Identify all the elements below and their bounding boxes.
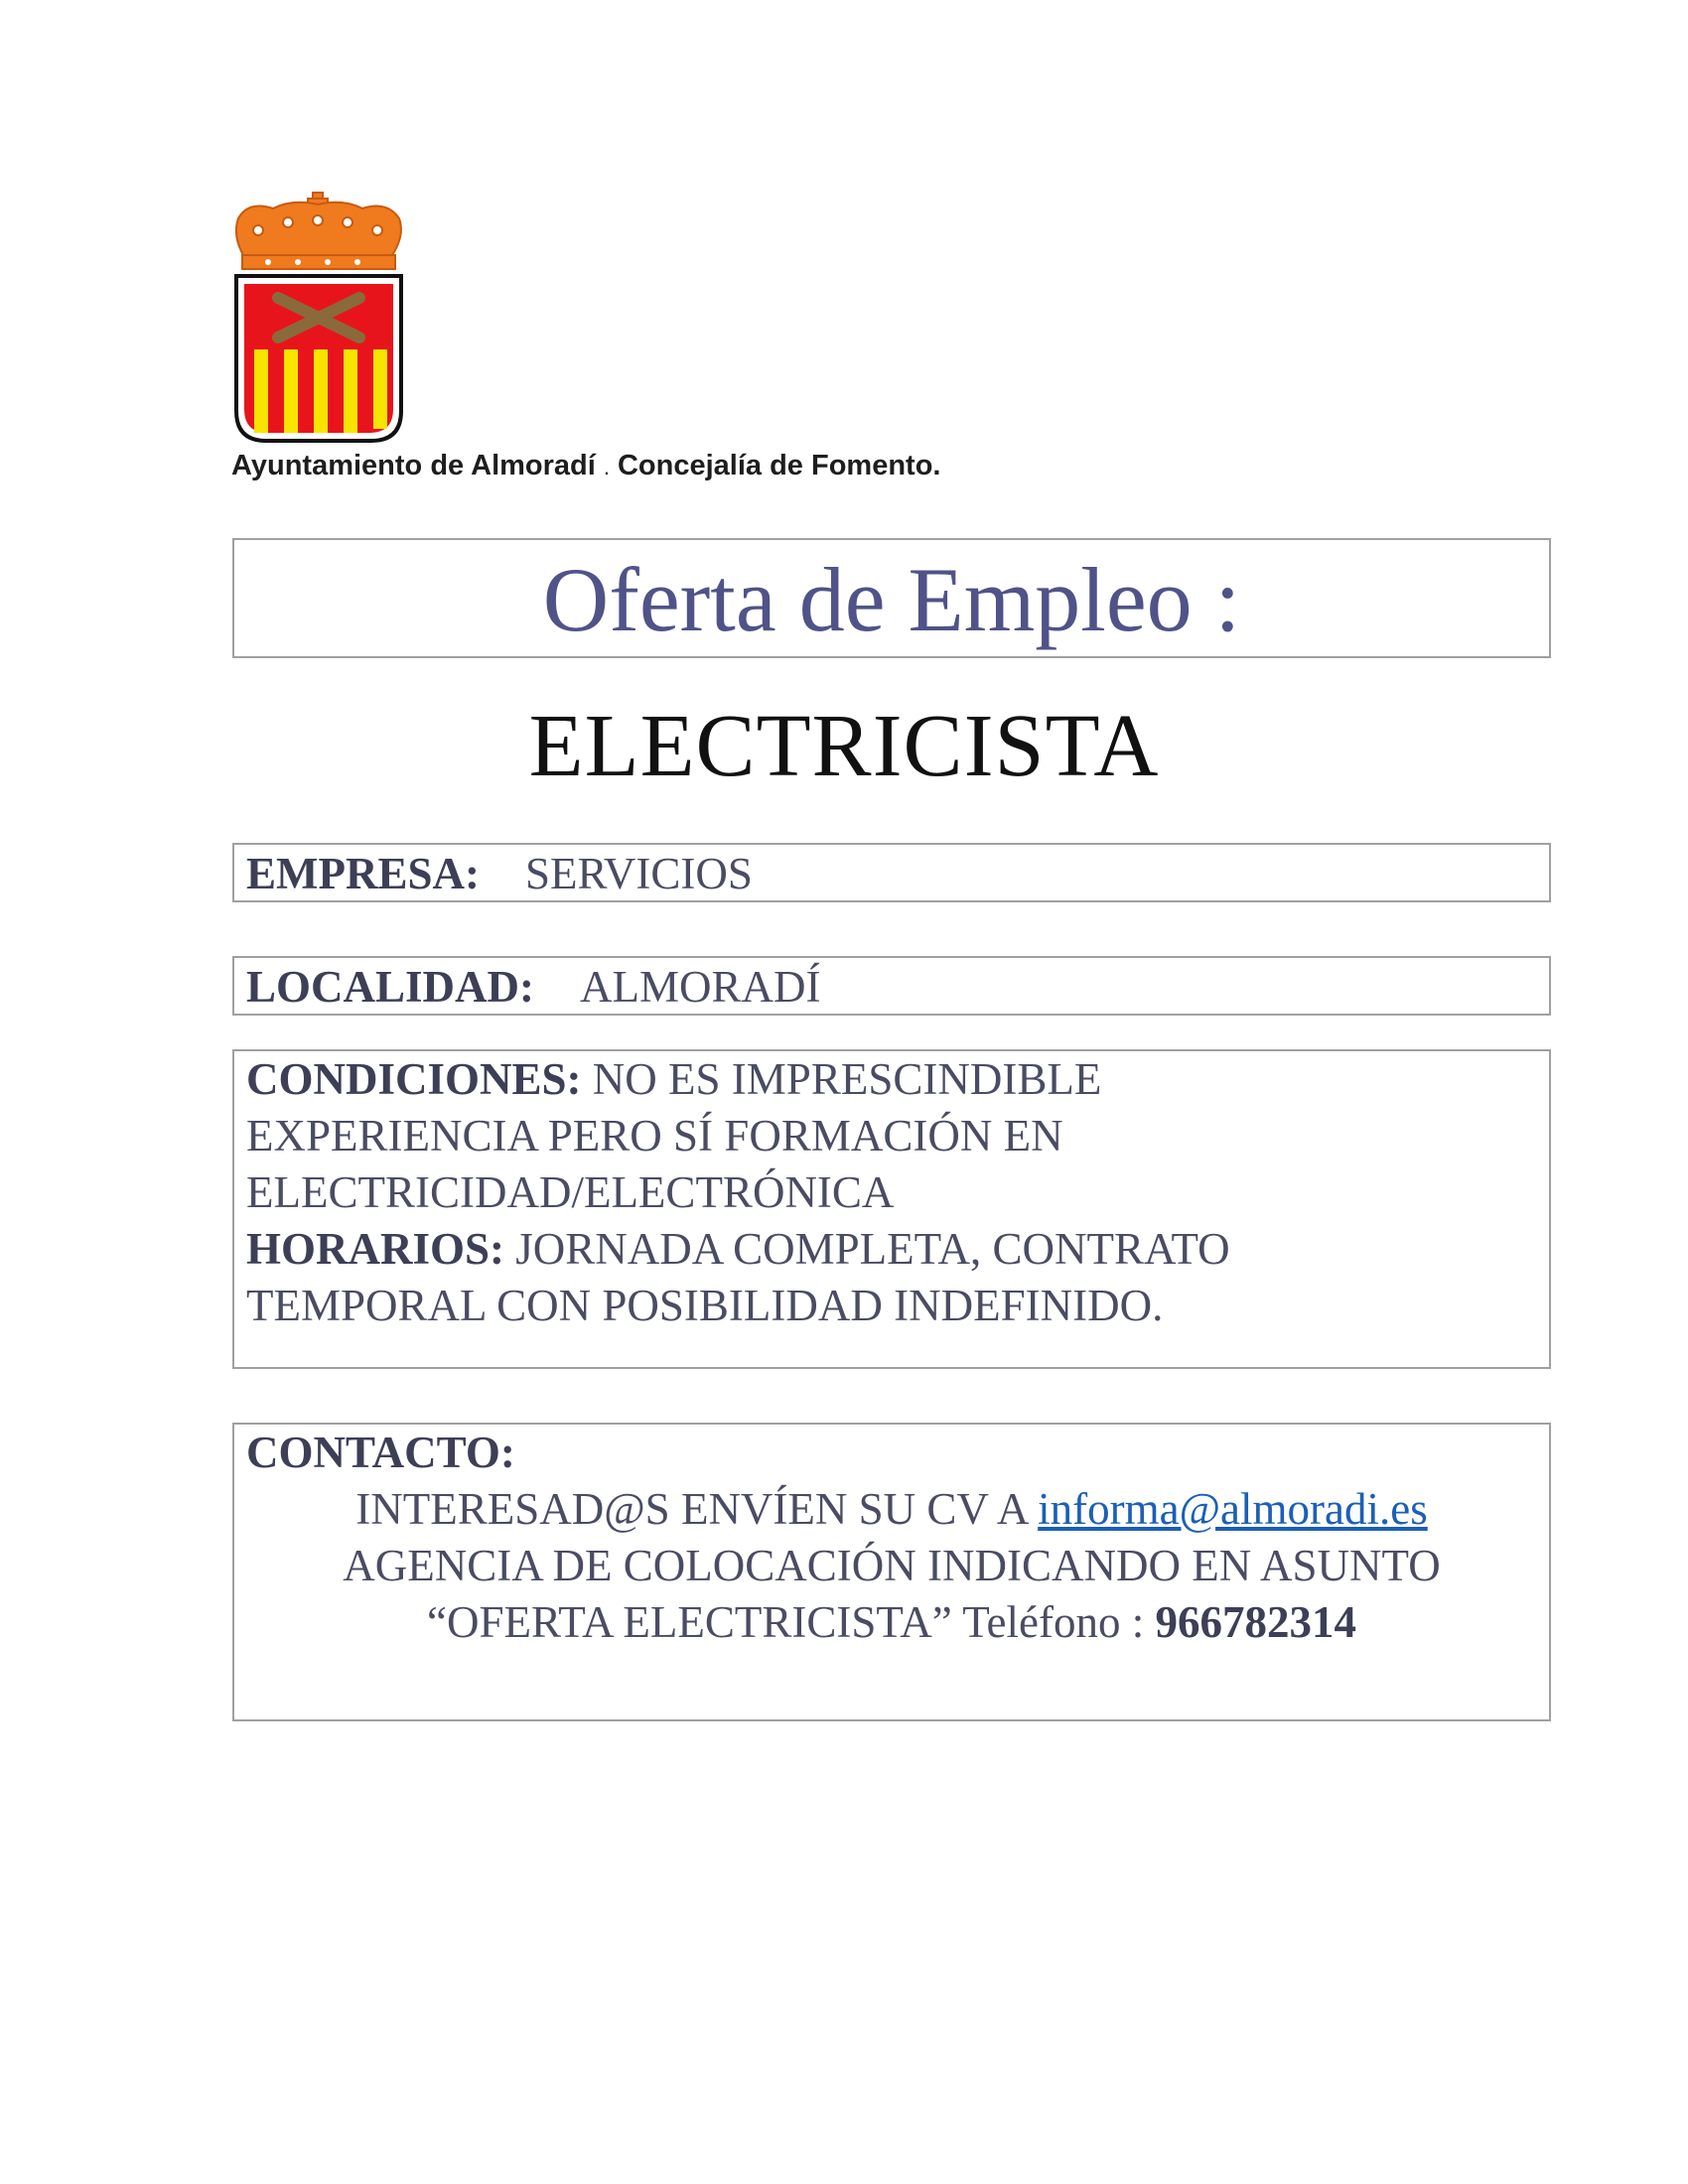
condiciones-text-2: EXPERIENCIA PERO SÍ FORMACIÓN EN — [246, 1111, 1063, 1160]
title-box — [232, 538, 1551, 658]
contacto-line-3 — [246, 1594, 1537, 1651]
condiciones-text-1: NO ES IMPRESCINDIBLE — [581, 1054, 1102, 1104]
header-separator: . — [603, 455, 610, 479]
crown — [236, 193, 401, 269]
horarios-text-1: JORNADA COMPLETA, CONTRATO — [504, 1224, 1230, 1274]
contacto-line-3-prefix: “OFERTA ELECTRICISTA” Teléfono : — [426, 1597, 1156, 1647]
empresa-label: EMPRESA: — [246, 849, 480, 898]
conditions-box — [232, 1049, 1551, 1369]
empresa-box — [232, 843, 1551, 902]
contacto-label: CONTACTO: — [246, 1428, 515, 1477]
shield — [236, 276, 401, 441]
horarios-line-1 — [246, 1221, 1537, 1278]
coat-of-arms-icon — [228, 191, 409, 447]
horarios-label: HORARIOS: — [246, 1224, 505, 1274]
header-line — [231, 450, 940, 482]
localidad-label: LOCALIDAD: — [246, 962, 535, 1012]
job-title: ELECTRICISTA — [528, 697, 1160, 795]
localidad-value: ALMORADÍ — [580, 962, 821, 1012]
page-title: Oferta de Empleo : — [542, 549, 1241, 650]
contacto-line-1 — [246, 1481, 1537, 1538]
contact-box — [232, 1423, 1551, 1721]
empresa-value: SERVICIOS — [525, 849, 753, 898]
condiciones-label: CONDICIONES: — [246, 1054, 582, 1104]
localidad-box — [232, 956, 1551, 1016]
contacto-line-1-prefix: INTERESAD@S ENVÍEN SU CV A — [355, 1484, 1039, 1534]
condiciones-line-1 — [246, 1051, 1537, 1108]
department-name: Concejalía de Fomento. — [617, 450, 941, 481]
contacto-line-2: AGENCIA DE COLOCACIÓN INDICANDO EN ASUNTO — [343, 1541, 1441, 1590]
condiciones-text-3: ELECTRICIDAD/ELECTRÓNICA — [246, 1167, 895, 1217]
horarios-text-2: TEMPORAL CON POSIBILIDAD INDEFINIDO. — [246, 1281, 1164, 1330]
phone-number: 966782314 — [1155, 1597, 1356, 1647]
email-link[interactable]: informa@almoradi.es — [1038, 1484, 1428, 1534]
org-name: Ayuntamiento de Almoradí — [231, 450, 596, 481]
